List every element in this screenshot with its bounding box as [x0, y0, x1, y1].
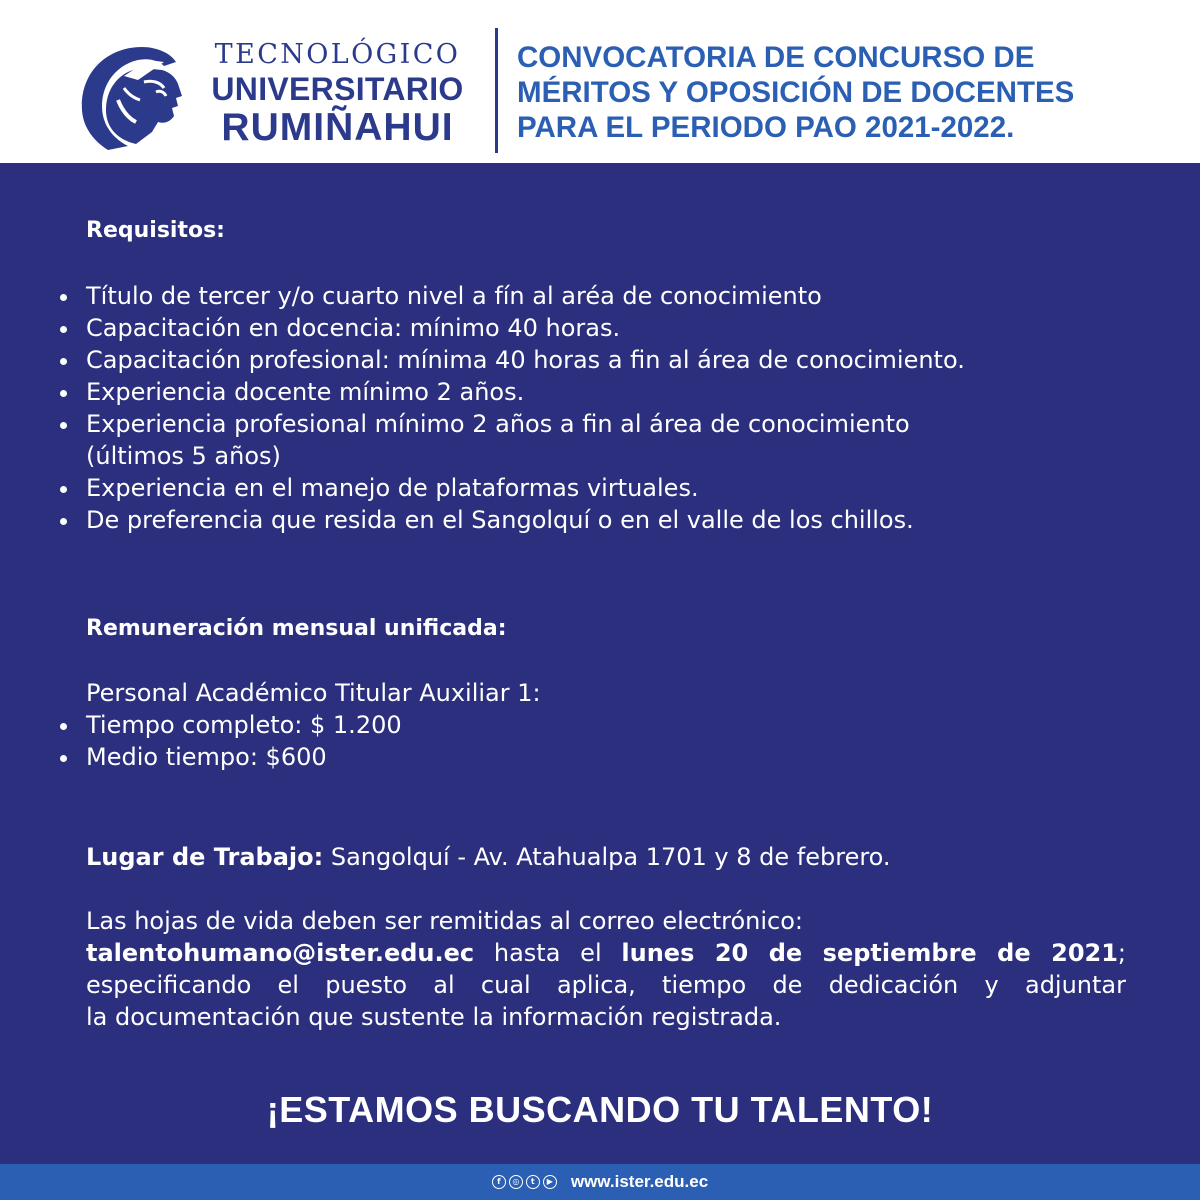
- call-title-line: MÉRITOS Y OPOSICIÓN DE DOCENTES: [517, 76, 1075, 109]
- requirement-item: Experiencia en el manejo de plataformas virtuales.: [56, 472, 965, 504]
- header-divider: [495, 28, 498, 153]
- logo-line-3: RUMIÑAHUI: [221, 106, 454, 149]
- footer: [0, 1164, 1200, 1200]
- inca-head-logo-icon: [78, 40, 190, 152]
- salary-item: Medio tiempo: $600: [56, 741, 402, 773]
- workplace: [86, 841, 891, 873]
- salary-heading: Remuneración mensual unificada:: [86, 616, 507, 641]
- requirement-item: Experiencia docente mínimo 2 años.: [56, 376, 965, 408]
- requirement-item: Capacitación en docencia: mínimo 40 horas.: [56, 312, 965, 344]
- logo-line-2: UNIVERSITARIO: [211, 71, 464, 107]
- call-title: [517, 40, 1187, 145]
- until-text: hasta el: [474, 939, 622, 967]
- salary-subheading: Personal Académico Titular Auxiliar 1:: [86, 679, 541, 707]
- application-deadline-line: [86, 937, 1126, 969]
- instagram-icon[interactable]: ◎: [509, 1175, 523, 1189]
- semicolon: ;: [1117, 939, 1127, 967]
- application-line: la documentación que sustente la información registrada.: [86, 1003, 782, 1031]
- requirement-item-continuation: (últimos 5 años): [86, 442, 281, 470]
- header: [0, 0, 1200, 163]
- requirement-item: De preferencia que resida en el Sangolquí o en el valle de los chillos.: [56, 504, 965, 536]
- contact-email: talentohumano@ister.edu.ec: [86, 939, 475, 967]
- application-line: Las hojas de vida deben ser remitidas al correo electrónico:: [86, 907, 804, 935]
- requirement-item: Título de tercer y/o cuarto nivel a fín al aréa de conocimiento: [56, 280, 965, 312]
- requirement-item: Experiencia profesional mínimo 2 años a fin al área de conocimiento: [56, 408, 965, 440]
- requirement-item: Capacitación profesional: mínima 40 horas a fin al área de conocimiento.: [56, 344, 965, 376]
- slogan: ¡ESTAMOS BUSCANDO TU TALENTO!: [266, 1089, 934, 1130]
- social-icons: [492, 1175, 557, 1189]
- logo-line-1: TECNOLÓGICO: [214, 39, 461, 70]
- salary-list: [56, 709, 402, 773]
- requirements-heading: Requisitos:: [86, 218, 225, 243]
- call-title-line: PARA EL PERIODO PAO 2021-2022.: [517, 111, 1015, 144]
- website-link[interactable]: www.ister.edu.ec: [570, 1172, 709, 1191]
- deadline-date: lunes 20 de septiembre de 2021: [621, 939, 1118, 967]
- announcement-panel: [0, 163, 1200, 1164]
- institution-logo-text: [205, 38, 470, 149]
- call-title-line: CONVOCATORIA DE CONCURSO DE: [517, 41, 1035, 74]
- salary-item: Tiempo completo: $ 1.200: [56, 709, 402, 741]
- workplace-address: Sangolquí - Av. Atahualpa 1701 y 8 de febrero.: [323, 843, 891, 871]
- application-line: especificando el puesto al cual aplica, tiempo de dedicación y adjuntar: [86, 971, 1126, 999]
- workplace-label: Lugar de Trabajo:: [86, 843, 324, 871]
- requirements-list: [56, 280, 965, 536]
- youtube-icon[interactable]: ▶: [543, 1175, 557, 1189]
- twitter-icon[interactable]: t: [526, 1175, 540, 1189]
- application-instructions: [86, 905, 1126, 1033]
- facebook-icon[interactable]: f: [492, 1175, 506, 1189]
